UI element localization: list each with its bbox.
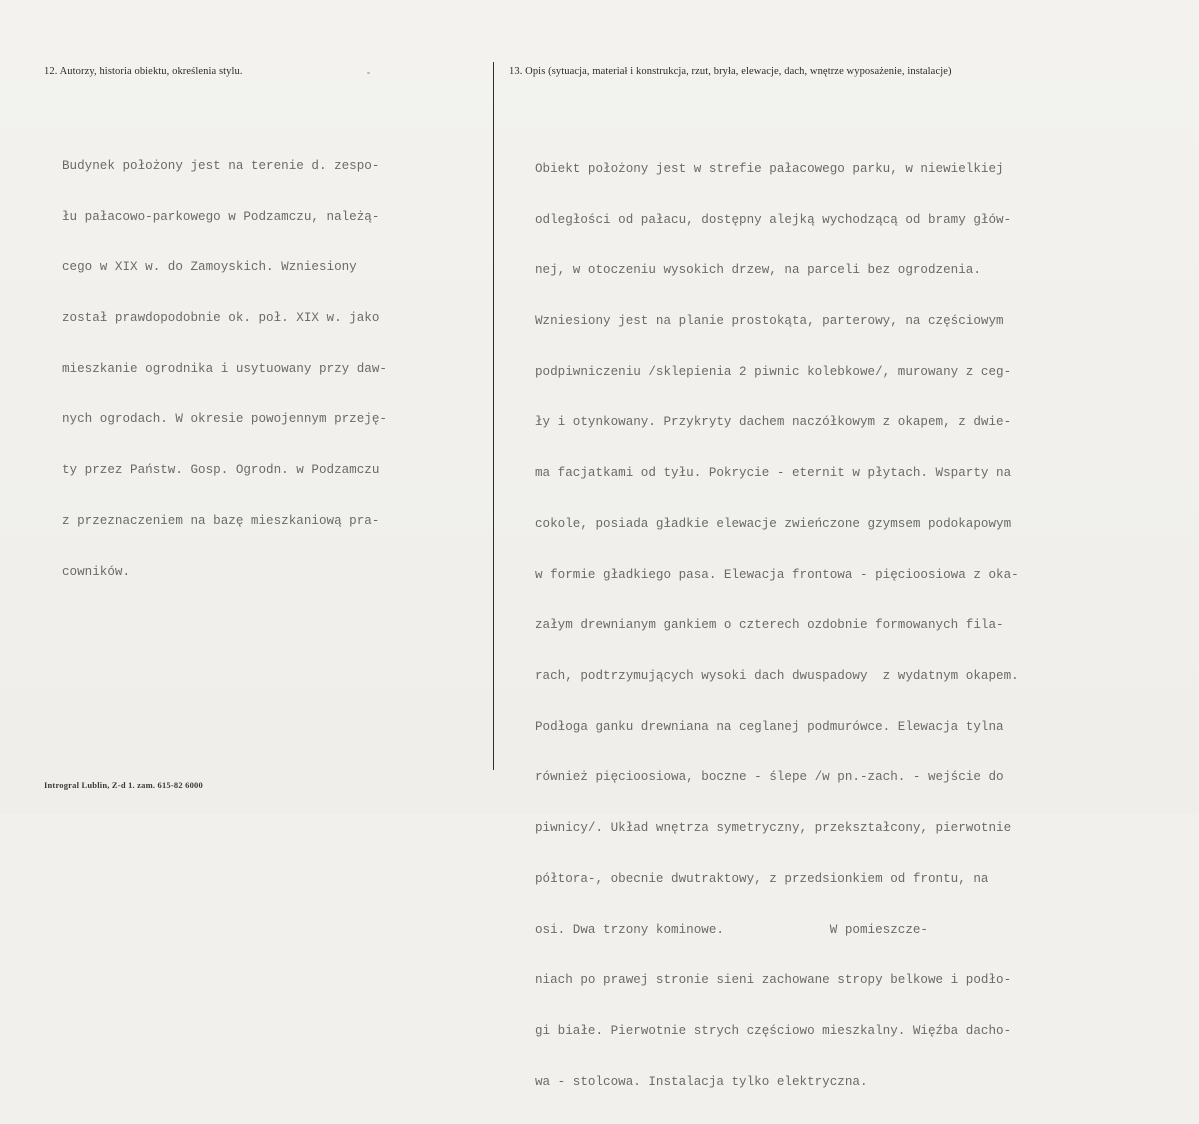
typed-line: cokole, posiada gładkie elewacje zwieńczone gzymsem podokapowym — [535, 516, 1012, 531]
typed-line: również pięcioosiowa, boczne - ślepe /w pn.-zach. - wejście do — [535, 770, 1004, 785]
typed-line: osi. Dwa trzony kominowe. W pomieszcze- — [535, 922, 928, 937]
typed-line: ły i otynkowany. Przykryty dachem naczółkowym z okapem, z dwie- — [535, 415, 1012, 430]
typed-line: wa - stolcowa. Instalacja tylko elektryczna. — [535, 1074, 868, 1089]
printer-imprint: Introgral Lublin, Z-d 1. zam. 615-82 6000 — [44, 780, 203, 790]
typed-line: łu pałacowo-parkowego w Podzamczu, należą- — [62, 209, 380, 224]
typed-line: gi białe. Pierwotnie strych częściowo mieszkalny. Więźba dacho- — [535, 1024, 1012, 1039]
paper-speck — [367, 72, 370, 74]
typed-line: półtora-, obecnie dwutraktowy, z przedsionkiem od frontu, na — [535, 871, 989, 886]
typed-line: piwnicy/. Układ wnętrza symetryczny, przekształcony, pierwotnie — [535, 821, 1012, 836]
typed-line: został prawdopodobnie ok. poł. XIX w. jako — [62, 310, 380, 325]
typed-line: z przeznaczeniem na bazę mieszkaniową pra- — [62, 513, 380, 528]
section-12-typed-text — [62, 124, 387, 614]
section-12-header: 12. Autorzy, historia obiektu, określenia stylu. — [44, 66, 243, 77]
typed-line: nych ogrodach. W okresie powojennym przeję- — [62, 412, 387, 427]
typed-line: ma facjatkami od tyłu. Pokrycie - eternit w płytach. Wsparty na — [535, 466, 1012, 481]
section-13-typed-text — [535, 127, 1019, 1124]
typed-line: cowników. — [62, 564, 131, 579]
typed-line: rach, podtrzymujących wysoki dach dwuspadowy z wydatnym okapem. — [535, 669, 1019, 683]
typed-line: Podłoga ganku drewniana na ceglanej podmurówce. Elewacja tylna — [535, 719, 1004, 734]
column-divider — [493, 62, 494, 770]
section-13-header: 13. Opis (sytuacja, materiał i konstrukcja, rzut, bryła, elewacje, dach, wnętrze wyposażenie, instalacje) — [509, 66, 952, 77]
typed-line: załym drewnianym gankiem o czterech ozdobnie formowanych fila- — [535, 618, 1004, 633]
typed-line: w formie gładkiego pasa. Elewacja frontowa - pięcioosiowa z oka- — [535, 567, 1019, 582]
typed-line: Obiekt położony jest w strefie pałacowego parku, w niewielkiej — [535, 161, 1004, 176]
typed-line: cego w XIX w. do Zamoyskich. Wzniesiony — [62, 260, 357, 275]
typed-line: niach po prawej stronie sieni zachowane stropy belkowe i podło- — [535, 973, 1012, 988]
typed-line: ty przez Państw. Gosp. Ogrodn. w Podzamczu — [62, 463, 380, 478]
typed-line: mieszkanie ogrodnika i usytuowany przy daw- — [62, 361, 387, 376]
typed-line: nej, w otoczeniu wysokich drzew, na parceli bez ogrodzenia. — [535, 263, 981, 278]
typed-line: Budynek położony jest na terenie d. zespo- — [62, 158, 380, 173]
typed-line: podpiwniczeniu /sklepienia 2 piwnic kolebkowe/, murowany z ceg- — [535, 364, 1012, 379]
typed-line: odległości od pałacu, dostępny alejką wychodzącą od bramy głów- — [535, 212, 1012, 227]
typed-line: Wzniesiony jest na planie prostokąta, parterowy, na częściowym — [535, 313, 1004, 328]
